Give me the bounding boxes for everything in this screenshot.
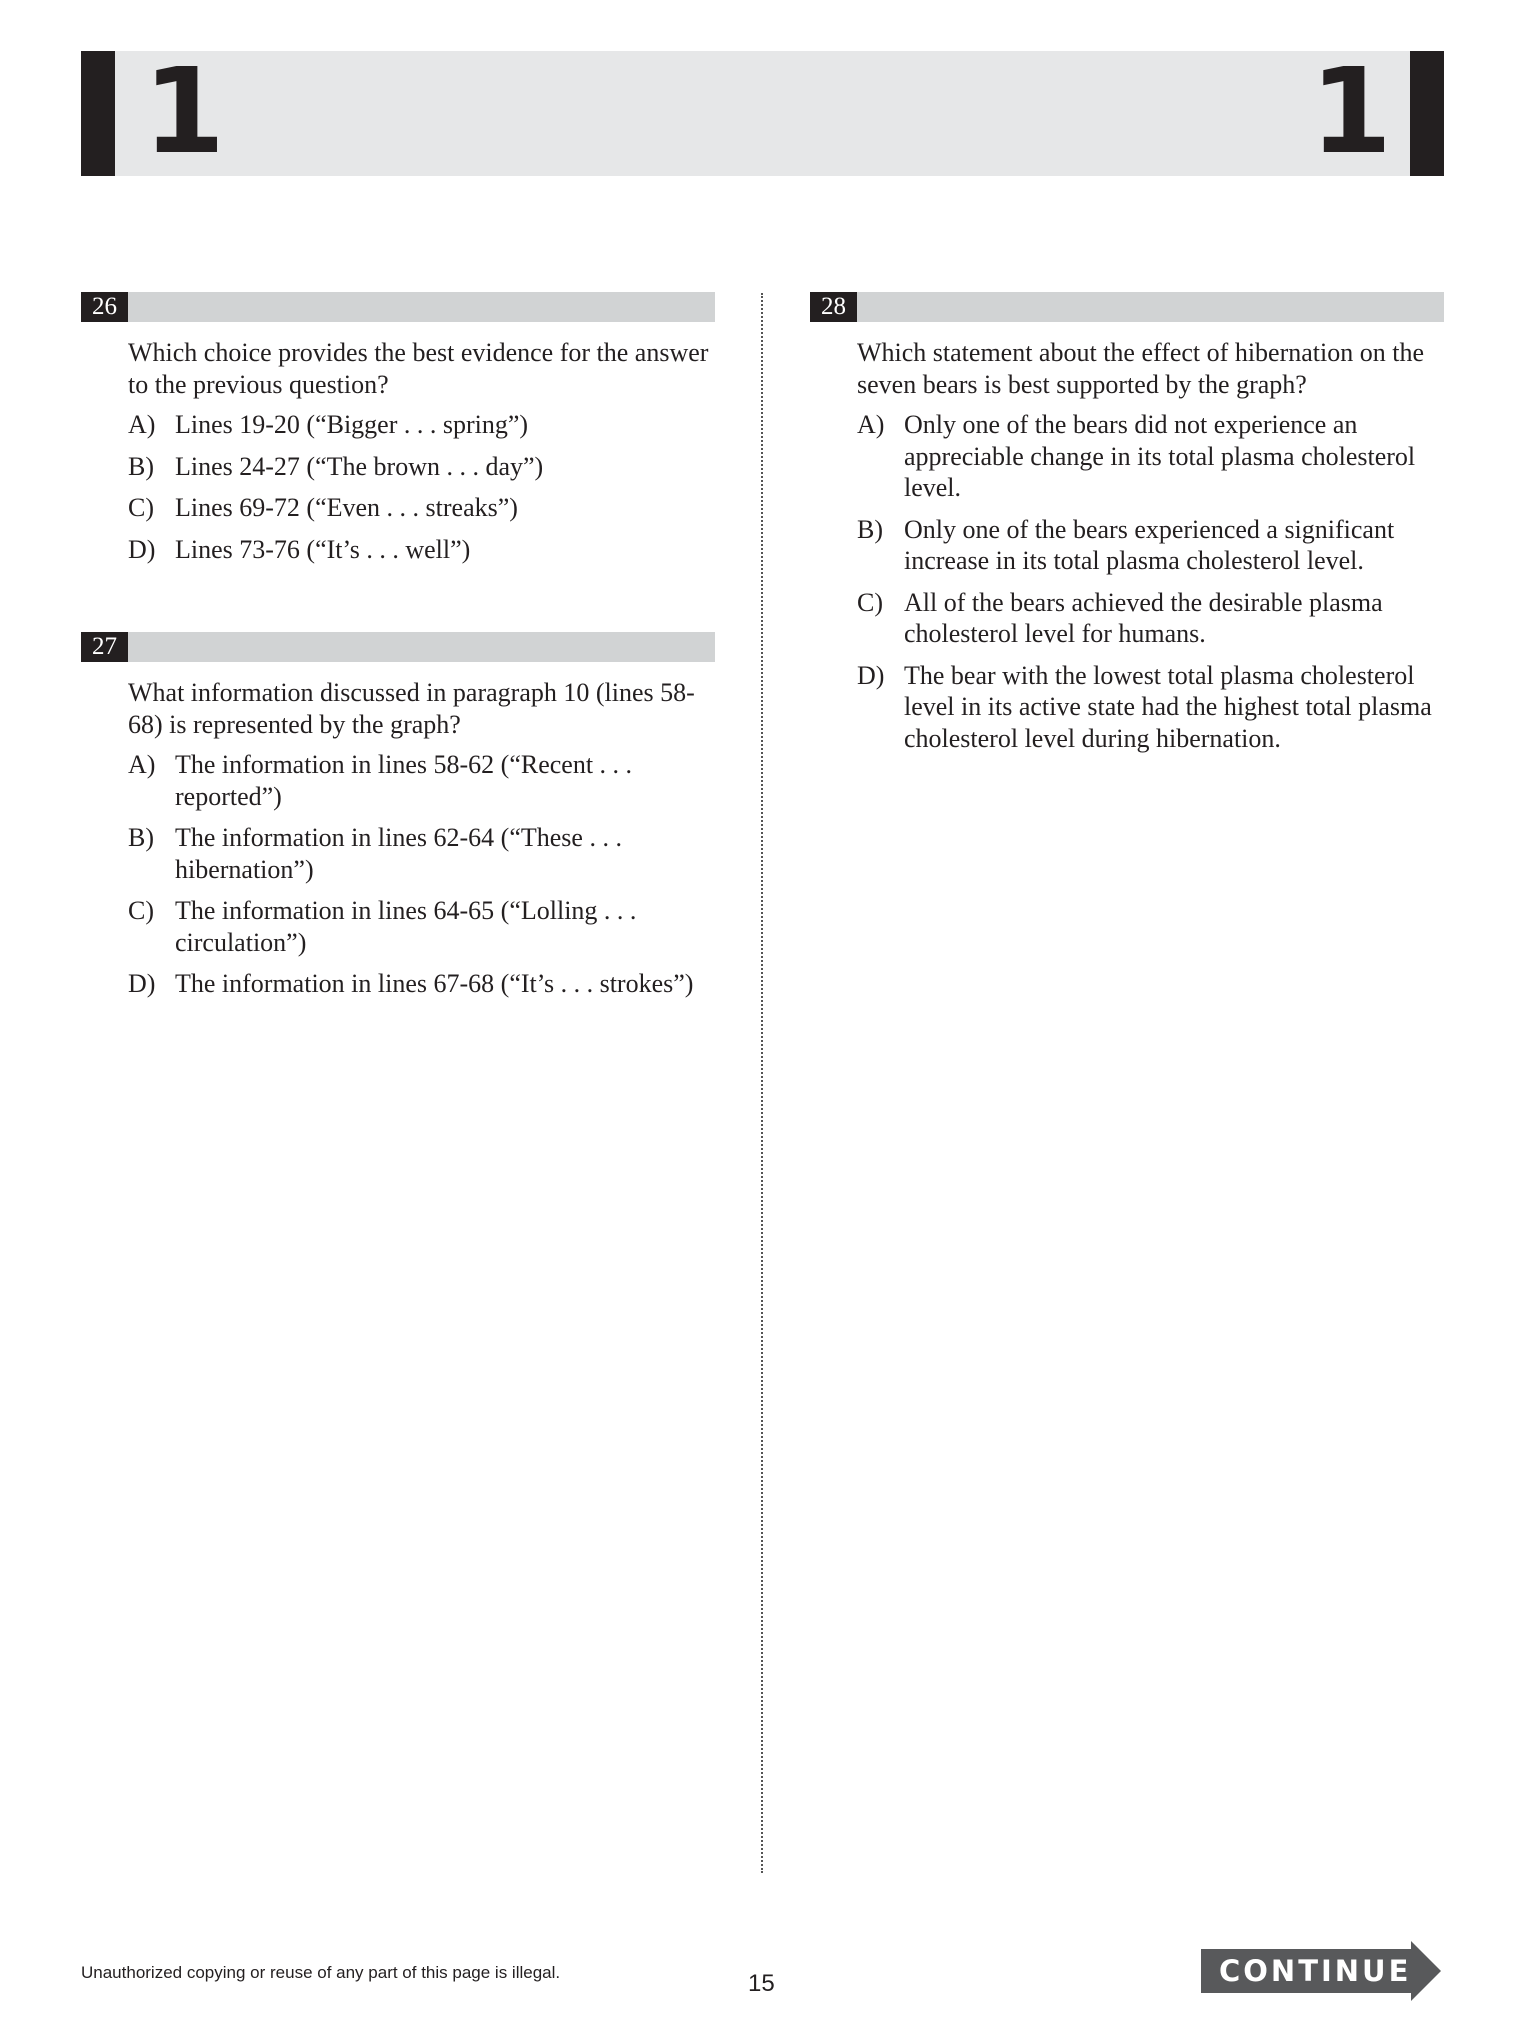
option-text: Only one of the bears experienced a significant increase in its total plasma cholesterol level. — [904, 514, 1395, 575]
answer-options — [128, 409, 715, 565]
answer-option-c[interactable] — [128, 895, 715, 958]
copyright-notice: Unauthorized copying or reuse of any part of this page is illegal. — [81, 1963, 561, 1982]
answer-option-d[interactable] — [128, 534, 715, 566]
answer-option-b[interactable] — [128, 451, 715, 483]
option-letter: D) — [128, 534, 156, 564]
option-text: The bear with the lowest total plasma cholesterol level in its active state had the highest total plasma cholesterol level during hibernation. — [904, 660, 1432, 753]
option-letter: A) — [857, 410, 885, 439]
option-letter: C) — [128, 896, 154, 925]
option-text: Only one of the bears did not experience an appreciable change in its total plasma cholesterol level. — [904, 410, 1416, 502]
question-stem: Which statement about the effect of hibernation on the seven bears is best supported by the graph? — [857, 338, 1424, 399]
answer-option-c[interactable] — [128, 492, 715, 524]
question-number: 28 — [810, 292, 857, 322]
answer-option-d[interactable] — [857, 660, 1444, 755]
question-stem: What information discussed in paragraph 10 (lines 58-68) is represented by the graph? — [128, 678, 695, 739]
option-letter: A) — [128, 750, 156, 779]
question-header — [81, 632, 715, 662]
option-letter: B) — [128, 451, 154, 481]
answer-option-a[interactable] — [128, 749, 715, 812]
option-text: Lines 69-72 (“Even . . . streaks”) — [175, 493, 518, 522]
section-header-right-bar — [1410, 51, 1444, 176]
section-number-right: 1 — [1310, 42, 1389, 180]
option-letter: D) — [857, 660, 885, 690]
question-26 — [81, 292, 715, 575]
question-27 — [81, 632, 715, 1010]
answer-option-b[interactable] — [128, 822, 715, 885]
option-text: The information in lines 67-68 (“It’s . . . strokes”) — [175, 969, 694, 998]
question-header — [810, 292, 1444, 322]
continue-label: CONTINUE — [1219, 1954, 1412, 1988]
option-text: Lines 24-27 (“The brown . . . day”) — [175, 451, 544, 481]
answer-option-d[interactable] — [128, 968, 715, 1000]
option-letter: C) — [857, 587, 883, 617]
answer-option-a[interactable] — [128, 409, 715, 441]
option-letter: C) — [128, 493, 154, 522]
section-number-left: 1 — [143, 42, 222, 180]
answer-options — [128, 749, 715, 1000]
answer-options — [857, 409, 1444, 754]
option-text: Lines 19-20 (“Bigger . . . spring”) — [175, 410, 529, 439]
option-text: The information in lines 62-64 (“These . . . hibernation”) — [175, 823, 622, 884]
continue-button[interactable] — [1201, 1941, 1441, 2001]
option-text: Lines 73-76 (“It’s . . . well”) — [175, 534, 471, 564]
option-letter: B) — [857, 514, 883, 544]
question-header — [81, 292, 715, 322]
column-divider — [761, 293, 763, 1873]
question-number: 26 — [81, 292, 128, 322]
question-28 — [810, 292, 1444, 764]
question-number: 27 — [81, 632, 128, 662]
option-letter: A) — [128, 410, 156, 439]
option-letter: B) — [128, 823, 154, 852]
answer-option-a[interactable] — [857, 409, 1444, 504]
option-text: The information in lines 58-62 (“Recent . . . reported”) — [175, 750, 633, 811]
section-header-left-bar — [81, 51, 115, 176]
section-header-band — [81, 51, 1444, 176]
page-number: 15 — [748, 1970, 775, 1997]
answer-option-b[interactable] — [857, 514, 1444, 577]
answer-option-c[interactable] — [857, 587, 1444, 650]
option-text: The information in lines 64-65 (“Lolling . . . circulation”) — [175, 896, 637, 957]
option-letter: D) — [128, 969, 156, 998]
question-stem: Which choice provides the best evidence for the answer to the previous question? — [128, 338, 709, 399]
option-text: All of the bears achieved the desirable plasma cholesterol level for humans. — [904, 587, 1383, 648]
